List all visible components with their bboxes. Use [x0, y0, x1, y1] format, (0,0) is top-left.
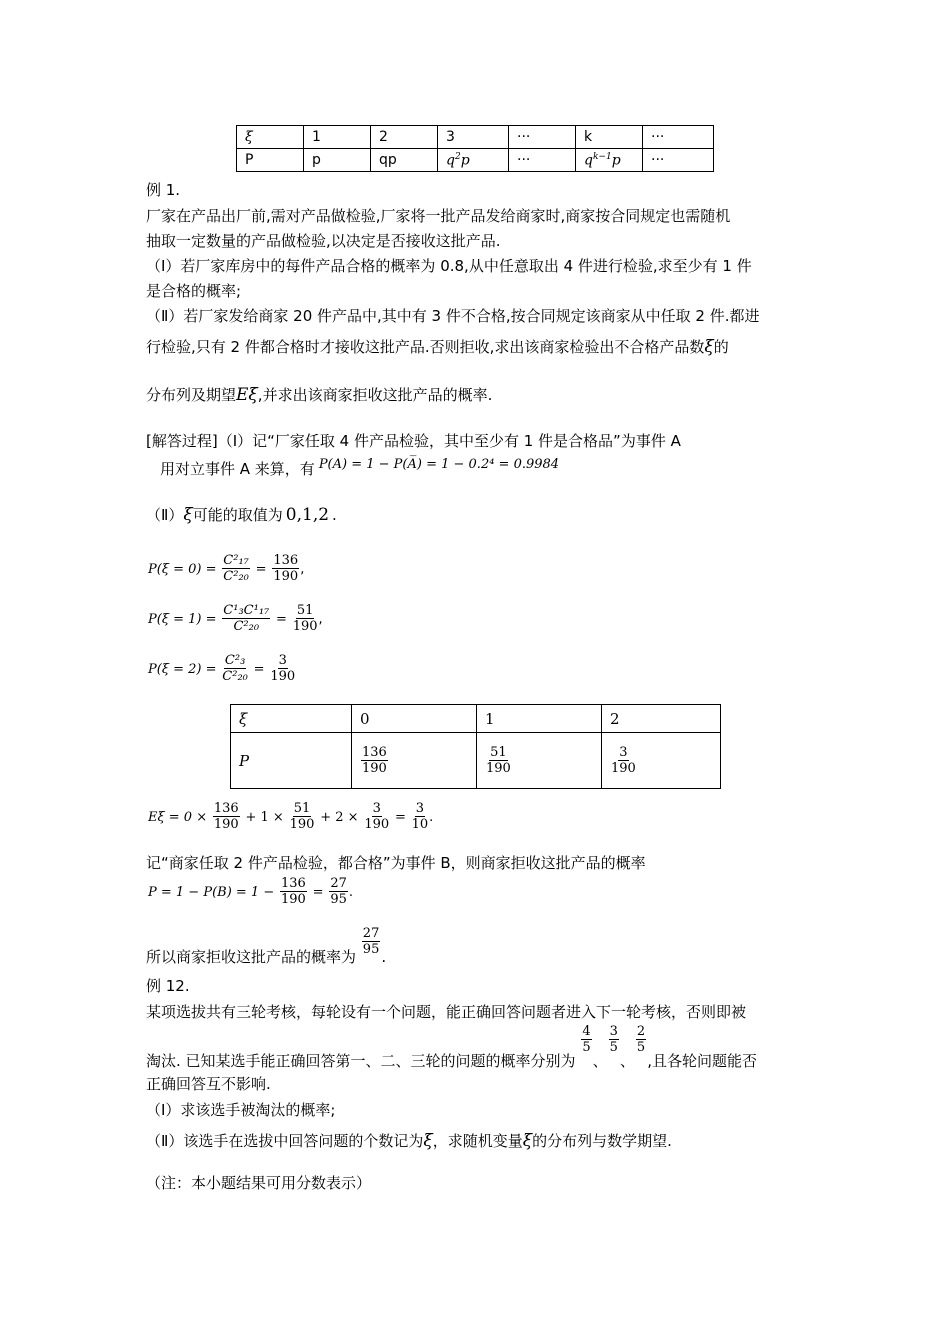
table-cell: ξ: [237, 126, 304, 149]
example-1-part-2: （Ⅱ）若厂家发给商家 20 件产品中,其中有 3 件不合格,按合同规定该商家从中任取 2 件.都进: [146, 307, 760, 325]
example-1-text-line: 抽取一定数量的产品做检验,以决定是否接收这批产品.: [146, 232, 501, 250]
table-header-cell: ξ: [231, 705, 352, 733]
table-cell: p: [304, 149, 371, 172]
example-1-text-line: 是合格的概率;: [146, 282, 242, 300]
probability-formula: P(ξ = 0) = $\frac{\text{C²₁₇}}{\text{C²₂₀}}$ = $\frac{136}{190}$ ,: [148, 553, 305, 584]
table-cell: $q^2p$: [438, 149, 509, 172]
table-cell: qp: [371, 149, 438, 172]
table-row: [237, 126, 714, 149]
solution-line: [解答过程]（Ⅰ）记“厂家任取 4 件产品检验，其中至少有 1 件是合格品”为事件 A: [146, 432, 681, 450]
table-cell: ···: [643, 126, 714, 149]
table-row: [231, 733, 721, 789]
example-12-part-1: （Ⅰ）求该选手被淘汰的概率;: [146, 1101, 336, 1119]
table-cell: 2: [371, 126, 438, 149]
table-cell: $\frac{136}{190}$: [352, 733, 477, 789]
table-row: [237, 149, 714, 172]
table-cell: 3: [438, 126, 509, 149]
example-1-text-line: 分布列及期望Eξ,并求出该商家拒收这批产品的概率.: [146, 385, 493, 405]
table-header-cell: 2: [602, 705, 721, 733]
table-cell: k: [576, 126, 643, 149]
table-cell: ···: [643, 149, 714, 172]
table-row: [231, 705, 721, 733]
example-1-label: 例 1.: [146, 181, 181, 199]
conclusion-line: 所以商家拒收这批产品的概率为 $\frac{27}{95}$ .: [146, 926, 387, 966]
table-header-cell: 1: [477, 705, 602, 733]
geometric-distribution-table: [236, 125, 714, 172]
example-12-note: （注：本小题结果可用分数表示）: [146, 1174, 372, 1192]
probability-formula: P(ξ = 1) = $\frac{\text{C¹₃C¹₁₇}}{\text{C²₂₀}}$ = $\frac{51}{190}$ ,: [148, 603, 323, 634]
example-1-text-line: 厂家在产品出厂前,需对产品做检验,厂家将一批产品发给商家时,商家按合同规定也需随机: [146, 207, 731, 225]
example-12-text-line: 正确回答互不影响.: [146, 1075, 271, 1093]
solution-line: 用对立事件 A 来算，有 P(A) = 1 − P(A̅) = 1 − 0.2⁴ = 0.9984: [160, 457, 560, 478]
distribution-table: [230, 704, 721, 789]
table-cell: P: [237, 149, 304, 172]
probability-formula: P(ξ = 2) = $\frac{\text{C²₃}}{\text{C²₂₀}}$ = $\frac{3}{190}$: [148, 653, 296, 684]
example-12-part-2: （Ⅱ）该选手在选拔中回答问题的个数记为ξ，求随机变量ξ的分布列与数学期望.: [146, 1131, 672, 1151]
example-12-text-line: 某项选拔共有三轮考核，每轮设有一个问题，能正确回答问题者进入下一轮考核，否则即被: [146, 1003, 747, 1021]
table-cell: $q^{k-1}p$: [576, 149, 643, 172]
table-cell: ···: [509, 149, 576, 172]
example-1-part-1: （Ⅰ）若厂家库房中的每件产品合格的概率为 0.8,从中任意取出 4 件进行检验,求至少有 1 件: [146, 257, 752, 275]
solution-line: （Ⅱ）ξ可能的取值为 0,1,2 .: [146, 505, 337, 525]
rejection-probability-formula: P = 1 − P(B) = 1 − $\frac{136}{190}$ = $\frac{27}{95}$ .: [148, 876, 353, 907]
table-cell: ···: [509, 126, 576, 149]
expectation-formula: Eξ = 0 × $\frac{136}{190}$ + 1 × $\frac{51}{190}$ + 2 × $\frac{3}{190}$ = $\frac{3}{10}$ .: [148, 801, 434, 832]
example-12-text-line: 淘汰. 已知某选手能正确回答第一、二、三轮的问题的概率分别为 $\frac{4}{5}$ 、 $\frac{3}{5}$ 、 $\frac{2}{5}$ ,且各轮问题能否: [146, 1024, 757, 1070]
table-cell: $\frac{51}{190}$: [477, 733, 602, 789]
table-cell: 1: [304, 126, 371, 149]
table-header-cell: 0: [352, 705, 477, 733]
example-12-label: 例 12.: [146, 977, 190, 995]
example-1-text-line: 行检验,只有 2 件都合格时才接收这批产品.否则拒收,求出该商家检验出不合格产品数ξ的: [146, 337, 729, 357]
table-cell: P: [231, 733, 352, 789]
solution-line: 记“商家任取 2 件产品检验，都合格”为事件 B，则商家拒收这批产品的概率: [146, 854, 646, 872]
table-cell: $\frac{3}{190}$: [602, 733, 721, 789]
